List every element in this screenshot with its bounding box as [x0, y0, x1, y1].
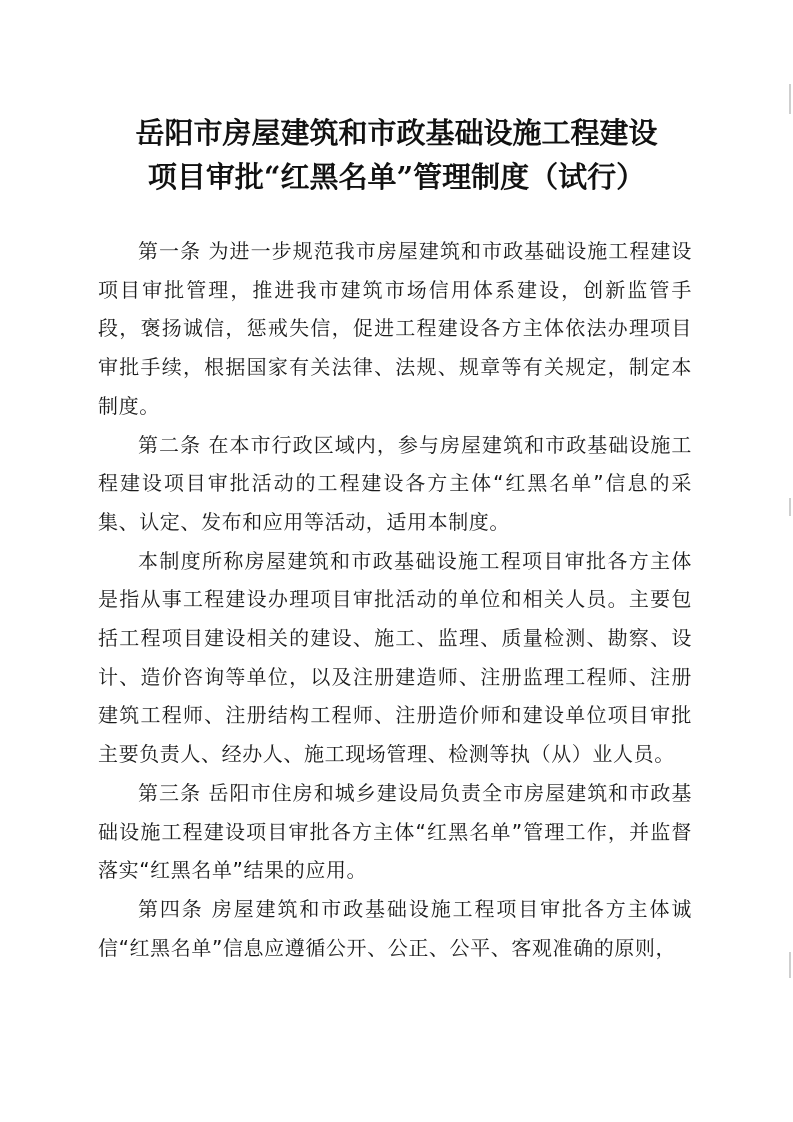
paragraph-scope-definition: 本制度所称房屋建筑和市政基础设施工程项目审批各方主体是指从事工程建设办理项目审批活动的单位和相关人员。主要包括工程项目建设相关的建设、施工、监理、质量检测、勘察、设计、造价咨询等单位，以及注册建造师、注册监理工程师、注册建筑工程师、注册结构工程师、注册造价师和建设单位项目审批主要负责人、经办人、施工现场管理、检测等执（从）业人员。: [98, 548, 692, 767]
document-body: [98, 232, 692, 967]
document-title-line-1: 岳阳市房屋建筑和市政基础设施工程建设: [135, 116, 658, 150]
paragraph-article-2: 第二条 在本市行政区域内，参与房屋建筑和市政基础设施工程建设项目审批活动的工程建设各方主体“红黑名单”信息的采集、认定、发布和应用等活动，适用本制度。: [98, 432, 692, 534]
paragraph-article-3: 第三条 岳阳市住房和城乡建设局负责全市房屋建筑和市政基础设施工程建设项目审批各方主体“红黑名单”管理工作，并监督落实“红黑名单”结果的应用。: [98, 780, 692, 883]
paragraph-article-1: 第一条 为进一步规范我市房屋建筑和市政基础设施工程建设项目审批管理，推进我市建筑市场信用体系建设，创新监管手段，褒扬诚信，惩戒失信，促进工程建设各方主体依法办理项目审批手续，根据国家有关法律、法规、规章等有关规定，制定本制度。: [98, 239, 692, 418]
scan-edge-mark: [789, 498, 791, 516]
paragraph-article-4: 第四条 房屋建筑和市政基础设施工程项目审批各方主体诚信“红黑名单”信息应遵循公开、公正、公平、客观准确的原则，: [98, 896, 692, 960]
document-title-line-2: 项目审批“红黑名单”管理制度（试行）: [147, 160, 646, 194]
scan-edge-mark: [789, 84, 791, 114]
scan-edge-mark: [789, 952, 791, 978]
